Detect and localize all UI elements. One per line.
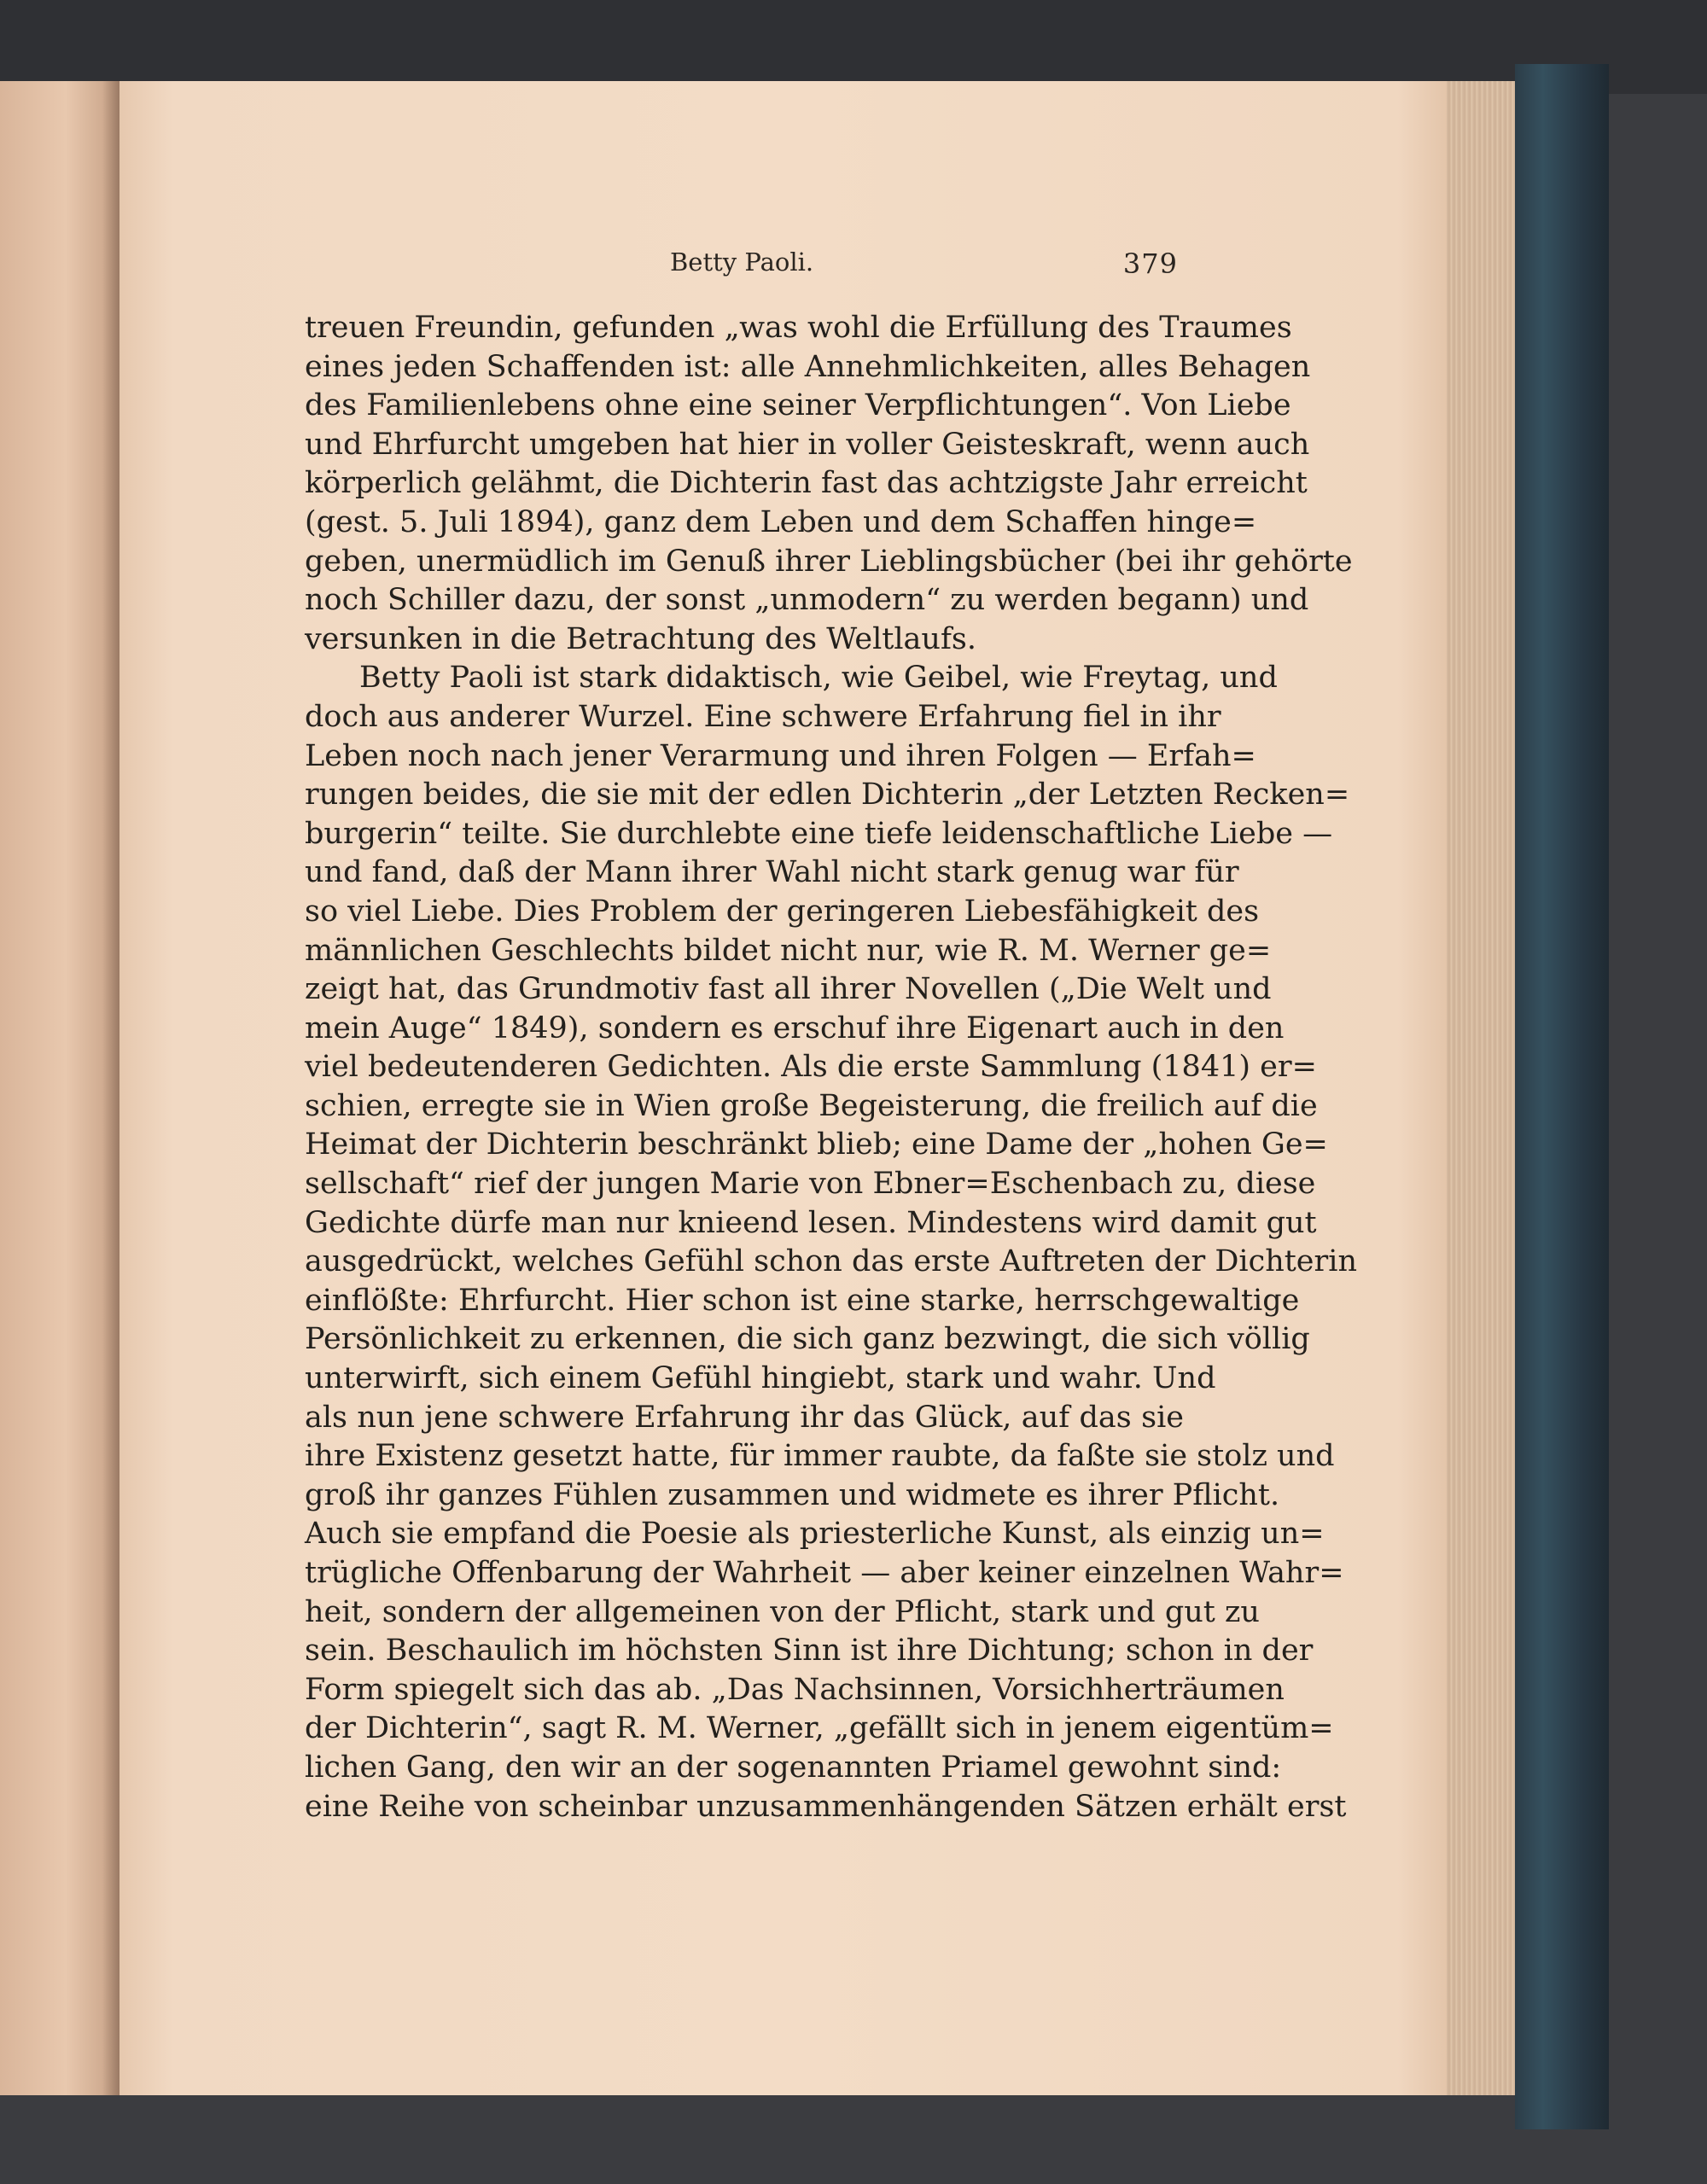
- text-line: rungen beides, die sie mit der edlen Dichterin „der Letzten Recken=: [305, 778, 1350, 812]
- text-line: versunken in die Betrachtung des Weltlaufs.: [305, 621, 977, 656]
- page-number: 379: [1122, 248, 1178, 280]
- text-line: so viel Liebe. Dies Problem der geringeren Liebesfähigkeit des: [305, 894, 1260, 929]
- text-line: treuen Freundin, gefunden „was wohl die Erfüllung des Traumes: [305, 311, 1292, 345]
- body-text: [305, 309, 1357, 1826]
- text-line: ausgedrückt, welches Gefühl schon das erste Auftreten der Dichterin: [305, 1244, 1357, 1279]
- text-line: eine Reihe von scheinbar unzusammenhängenden Sätzen erhält erst: [305, 1789, 1347, 1824]
- text-line: und fand, daß der Mann ihrer Wahl nicht stark genug war für: [305, 855, 1239, 890]
- text-line: Heimat der Dichterin beschränkt blieb; eine Dame der „hohen Ge=: [305, 1127, 1328, 1162]
- text-line: burgerin“ teilte. Sie durchlebte eine tiefe leidenschaftliche Liebe —: [305, 816, 1333, 851]
- page-header: [307, 248, 1178, 290]
- page-edges: [1447, 81, 1518, 2095]
- text-line: schien, erregte sie in Wien große Begeisterung, die freilich auf die: [305, 1088, 1318, 1123]
- text-line: sein. Beschaulich im höchsten Sinn ist ihre Dichtung; schon in der: [305, 1634, 1314, 1669]
- text-line: ihre Existenz gesetzt hatte, für immer raubte, da faßte sie stolz und: [305, 1439, 1335, 1474]
- book-cover: [1515, 64, 1609, 2129]
- text-line: heit, sondern der allgemeinen von der Pflicht, stark und gut zu: [305, 1594, 1260, 1629]
- text-line: Leben noch nach jener Verarmung und ihren Folgen — Erfah=: [305, 738, 1256, 773]
- text-line: Persönlichkeit zu erkennen, die sich ganz bezwingt, die sich völlig: [305, 1322, 1310, 1357]
- text-line: lichen Gang, den wir an der sogenannten Priamel gewohnt sind:: [305, 1750, 1282, 1785]
- text-line: viel bedeutenderen Gedichten. Als die erste Sammlung (1841) er=: [305, 1050, 1317, 1085]
- text-line: zeigt hat, das Grundmotiv fast all ihrer Novellen („Die Welt und: [305, 972, 1272, 1007]
- text-line: Gedichte dürfe man nur knieend lesen. Mindestens wird damit gut: [305, 1205, 1317, 1240]
- text-line: als nun jene schwere Erfahrung ihr das Glück, auf das sie: [305, 1400, 1184, 1435]
- text-line: sellschaft“ rief der jungen Marie von Ebner=Eschenbach zu, diese: [305, 1167, 1316, 1202]
- text-line: einflößte: Ehrfurcht. Hier schon ist eine starke, herrschgewaltige: [305, 1283, 1300, 1318]
- text-line: des Familienlebens ohne eine seiner Verpflichtungen“. Von Liebe: [305, 388, 1291, 423]
- text-line: männlichen Geschlechts bildet nicht nur, wie R. M. Werner ge=: [305, 933, 1272, 968]
- text-line: groß ihr ganzes Fühlen zusammen und widmete es ihrer Pflicht.: [305, 1477, 1280, 1512]
- text-line: trügliche Offenbarung der Wahrheit — aber keiner einzelnen Wahr=: [305, 1556, 1344, 1590]
- text-line: noch Schiller dazu, der sonst „unmodern“ zu werden begann) und: [305, 583, 1309, 618]
- background-top: [0, 0, 1707, 94]
- running-title: Betty Paoli.: [670, 248, 814, 277]
- text-line: eines jeden Schaffenden ist: alle Annehmlichkeiten, alles Behagen: [305, 349, 1311, 384]
- text-line: Auch sie empfand die Poesie als priesterliche Kunst, als einzig un=: [305, 1517, 1325, 1552]
- text-line: und Ehrfurcht umgeben hat hier in voller Geisteskraft, wenn auch: [305, 427, 1310, 462]
- book-gutter: [102, 81, 121, 2095]
- text-line: doch aus anderer Wurzel. Eine schwere Erfahrung fiel in ihr: [305, 699, 1221, 734]
- text-line: geben, unermüdlich im Genuß ihrer Lieblingsbücher (bei ihr gehörte: [305, 544, 1353, 579]
- text-line: (gest. 5. Juli 1894), ganz dem Leben und dem Schaffen hinge=: [305, 504, 1257, 539]
- text-line: unterwirft, sich einem Gefühl hingiebt, stark und wahr. Und: [305, 1361, 1216, 1396]
- text-line: mein Auge“ 1849), sondern es erschuf ihre Eigenart auch in den: [305, 1010, 1285, 1045]
- text-line: der Dichterin“, sagt R. M. Werner, „gefällt sich in jenem eigentüm=: [305, 1711, 1334, 1746]
- text-line: Betty Paoli ist stark didaktisch, wie Geibel, wie Freytag, und: [359, 661, 1278, 696]
- text-line: körperlich gelähmt, die Dichterin fast das achtzigste Jahr erreicht: [305, 466, 1308, 501]
- left-page: [0, 81, 119, 2095]
- text-line: Form spiegelt sich das ab. „Das Nachsinnen, Vorsichherträumen: [305, 1672, 1285, 1707]
